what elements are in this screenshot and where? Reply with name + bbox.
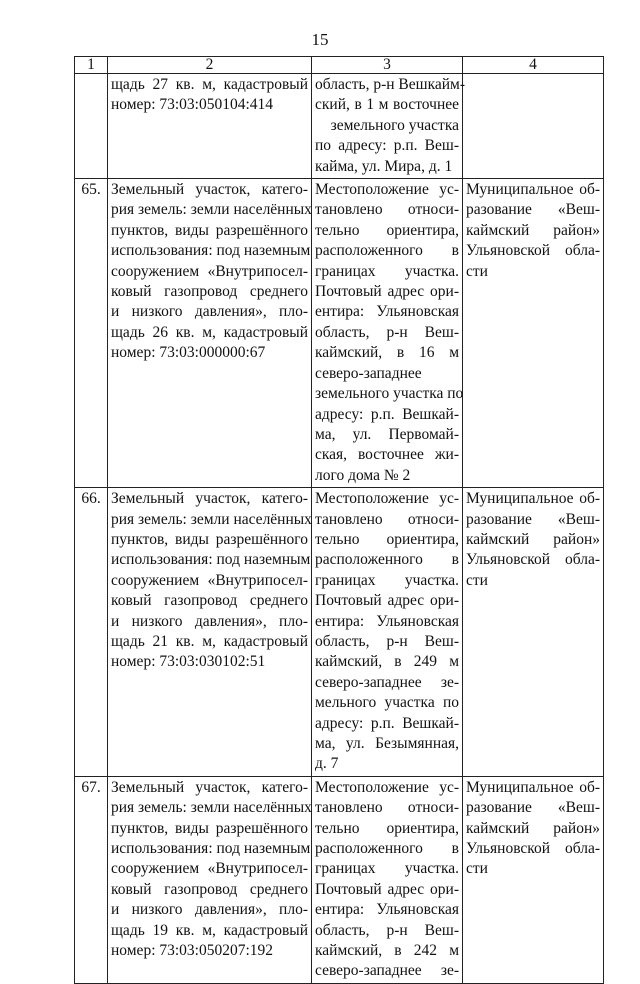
- cell-text-line: ский, в 1 м восточнее: [315, 96, 459, 114]
- row-number-cell: 67.: [75, 776, 108, 983]
- cell-text-line: номер: 73:03:050104:414: [111, 96, 274, 114]
- column-header-4: 4: [463, 57, 604, 74]
- table-body: [75, 74, 604, 984]
- cell-text-line: использования: под наземным: [111, 840, 311, 858]
- land-plots-table: [74, 56, 604, 984]
- cell-text-line: номер: 73:03:050207:192: [111, 942, 274, 960]
- cell-text-line: рия земель: земли населённых: [111, 510, 312, 528]
- cell-text-line: тановлено относи-: [315, 510, 459, 528]
- table-header-row: [75, 57, 604, 74]
- cell-text-line: ковый газопровод среднего: [111, 592, 308, 610]
- cell-text-line: северо-западнее: [315, 364, 422, 382]
- cell-text-line: Земельный участок, катего-: [111, 778, 308, 796]
- cell-text-line: Местоположение ус-: [315, 778, 459, 796]
- location-cell: [312, 179, 463, 488]
- cell-text-line: адресу: р.п. Вешкай-: [315, 405, 459, 423]
- cell-text-line: Почтовый адрес ори-: [315, 592, 459, 610]
- cell-text-line: и низкого давления», пло-: [111, 303, 308, 321]
- cell-text-line: сооружением «Внутрипосел-: [111, 262, 308, 280]
- cell-text-line: область, р-н Веш-: [315, 632, 459, 650]
- cell-text-line: сти: [466, 571, 488, 589]
- object-description-cell: [108, 488, 312, 777]
- cell-text-line: рия земель: земли населённых: [111, 201, 312, 219]
- cell-text-line: лого дома № 2: [315, 466, 411, 484]
- cell-text-line: каймский район»: [466, 221, 600, 239]
- cell-text-line: границах участка.: [315, 262, 459, 280]
- cell-text-line: Местоположение ус-: [315, 181, 459, 199]
- cell-text-line: д. 7: [315, 755, 339, 773]
- cell-text-line: ская, восточнее жи-: [315, 446, 459, 464]
- owner-cell: [463, 179, 604, 488]
- cell-text-line: Земельный участок, катего-: [111, 490, 308, 508]
- cell-text-line: Ульяновской обла-: [466, 551, 600, 569]
- row-number-cell: [75, 74, 108, 179]
- cell-text-line: тельно ориентира,: [315, 221, 459, 239]
- cell-text-line: ентира: Ульяновская: [315, 612, 459, 630]
- location-cell: [312, 74, 466, 179]
- cell-text-line: Ульяновской обла-: [466, 840, 600, 858]
- cell-text-line: щадь 19 кв. м, кадастровый: [111, 921, 308, 939]
- cell-text-line: тельно ориентира,: [315, 819, 459, 837]
- cell-text-line: сооружением «Внутрипосел-: [111, 860, 308, 878]
- cell-text-line: щадь 21 кв. м, кадастровый: [111, 632, 308, 650]
- cell-text-line: ентира: Ульяновская: [315, 303, 459, 321]
- cell-text-line: северо-западнее зе-: [315, 962, 459, 980]
- cell-text-line: границах участка.: [315, 571, 459, 589]
- owner-cell: [463, 776, 604, 983]
- table-row: [75, 776, 604, 983]
- cell-text-line: область, р-н Веш-: [315, 921, 459, 939]
- row-number-cell: 66.: [75, 488, 108, 777]
- cell-text-line: Земельный участок, катего-: [111, 181, 308, 199]
- location-cell: [312, 776, 463, 983]
- cell-text-line: каймский, в 16 м: [315, 344, 459, 362]
- object-description-cell: [108, 179, 312, 488]
- cell-text-line: каймский район»: [466, 530, 600, 548]
- cell-text-line: расположенного в: [315, 840, 459, 858]
- cell-text-line: ентира: Ульяновская: [315, 901, 459, 919]
- cell-text-line: разование «Веш-: [466, 201, 600, 219]
- cell-text-line: сооружением «Внутрипосел-: [111, 571, 308, 589]
- cell-text-line: границах участка.: [315, 860, 459, 878]
- cell-text-line: каймский район»: [466, 819, 600, 837]
- cell-text-line: номер: 73:03:030102:51: [111, 653, 266, 671]
- cell-text-line: тановлено относи-: [315, 799, 459, 817]
- cell-text-line: по адресу: р.п. Веш-: [315, 137, 459, 155]
- cell-text-line: область, р-н Веш-: [315, 323, 459, 341]
- object-description-cell: [108, 776, 312, 983]
- cell-text-line: ковый газопровод среднего: [111, 283, 308, 301]
- cell-text-line: Муниципальное об-: [466, 181, 600, 199]
- cell-text-line: ма, ул. Первомай-: [315, 425, 459, 443]
- table-row: [75, 179, 604, 488]
- cell-text-line: рия земель: земли населённых: [111, 799, 312, 817]
- owner-cell: [463, 488, 604, 777]
- cell-text-line: кайма, ул. Мира, д. 1: [315, 157, 453, 175]
- cell-text-line: Местоположение ус-: [315, 490, 459, 508]
- cell-text-line: и низкого давления», пло-: [111, 901, 308, 919]
- cell-text-line: северо-западнее зе-: [315, 673, 459, 691]
- cell-text-line: разование «Веш-: [466, 799, 600, 817]
- location-cell: [312, 488, 463, 777]
- cell-text-line: адресу: р.п. Вешкай-: [315, 714, 459, 732]
- table-row: [75, 488, 604, 777]
- column-header-2: 2: [108, 57, 312, 74]
- row-number-cell: 65.: [75, 179, 108, 488]
- cell-text-line: разование «Веш-: [466, 510, 600, 528]
- cell-text-line: земельного участка по: [315, 385, 464, 403]
- cell-text-line: пунктов, виды разрешённого: [111, 221, 308, 239]
- object-description-cell: [108, 74, 312, 179]
- cell-text-line: тельно ориентира,: [315, 530, 459, 548]
- cell-text-line: расположенного в: [315, 242, 459, 260]
- cell-text-line: Почтовый адрес ори-: [315, 880, 459, 898]
- cell-text-line: ковый газопровод среднего: [111, 880, 308, 898]
- cell-text-line: ма, ул. Безымянная,: [315, 735, 459, 752]
- cell-text-line: каймский, в 242 м: [315, 942, 459, 960]
- cell-text-line: пунктов, виды разрешённого: [111, 819, 308, 837]
- cell-text-line: каймский, в 249 м: [315, 653, 459, 671]
- cell-text-line: тановлено относи-: [315, 201, 459, 219]
- cell-text-line: использования: под наземным: [111, 551, 311, 569]
- cell-text-line: Муниципальное об-: [466, 778, 600, 796]
- column-header-3: 3: [312, 57, 463, 74]
- cell-text-line: номер: 73:03:000000:67: [111, 344, 266, 362]
- cell-text-line: Ульяновской обла-: [466, 242, 600, 260]
- cell-text-line: пунктов, виды разрешённого: [111, 530, 308, 548]
- cell-text-line: щадь 27 кв. м, кадастровый: [111, 76, 308, 93]
- cell-text-line: земельного участка: [330, 116, 459, 134]
- column-header-1: 1: [75, 57, 108, 74]
- owner-cell: [463, 74, 604, 179]
- cell-text-line: сти: [466, 860, 488, 878]
- cell-text-line: Почтовый адрес ори-: [315, 283, 459, 301]
- cell-text-line: сти: [466, 262, 488, 280]
- cell-text-line: использования: под наземным: [111, 242, 311, 260]
- cell-text-line: расположенного в: [315, 551, 459, 569]
- cell-text-line: мельного участка по: [315, 694, 459, 712]
- page-number: 15: [311, 30, 329, 49]
- cell-text-line: щадь 26 кв. м, кадастровый: [111, 323, 308, 341]
- cell-text-line: область, р-н Вешкайм-: [315, 76, 466, 93]
- table-row: [75, 74, 604, 179]
- cell-text-line: и низкого давления», пло-: [111, 612, 308, 630]
- cell-text-line: Муниципальное об-: [466, 490, 600, 508]
